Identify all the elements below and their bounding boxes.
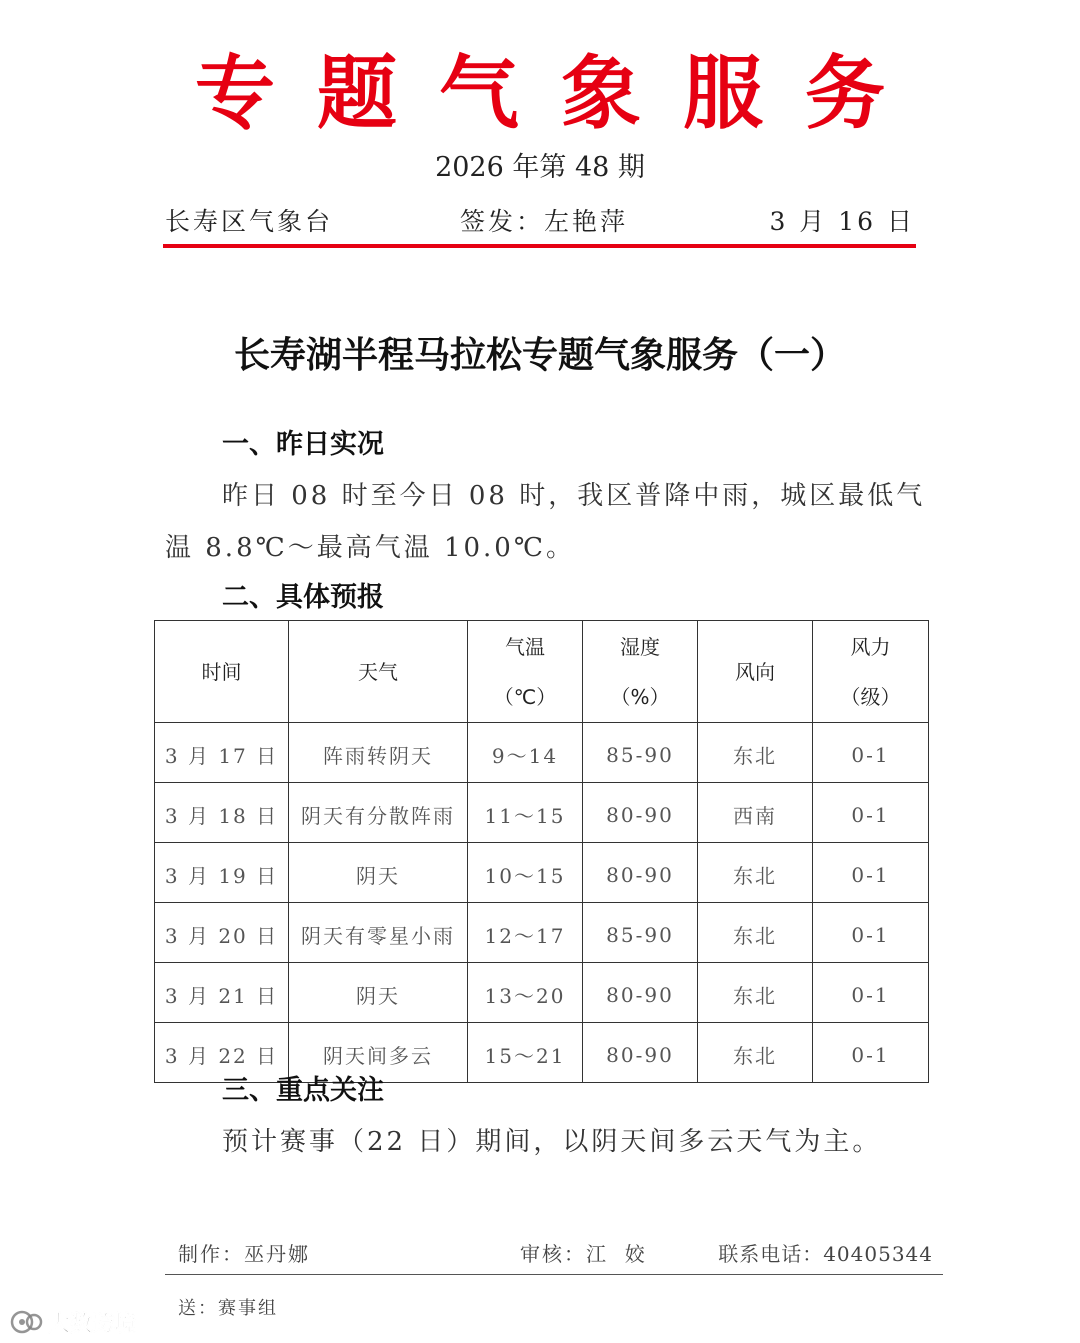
cell-wind-direction: 东北: [698, 843, 813, 903]
header-temperature-label: 气温: [505, 634, 545, 659]
header-red-rule: [163, 244, 916, 248]
header-humidity-label: 湿度: [620, 634, 660, 659]
header-humidity: [583, 621, 698, 723]
cell-weather: 阵雨转阴天: [289, 723, 468, 783]
table-row: [155, 963, 929, 1023]
issue-date: 3 月 16 日: [769, 207, 915, 236]
header-weather: 天气: [289, 621, 468, 723]
section-heading-forecast: 二、具体预报: [222, 582, 384, 613]
cell-humidity: 80-90: [583, 783, 698, 843]
header-wind-direction: 风向: [698, 621, 813, 723]
table-row: [155, 843, 929, 903]
issuing-organization: 长寿区气象台: [165, 207, 334, 236]
header-wind-force: [813, 621, 929, 723]
table-row: [155, 903, 929, 963]
cell-wind-direction: 东北: [698, 723, 813, 783]
cell-wind-direction: 东北: [698, 963, 813, 1023]
cell-date: 3 月 21 日: [155, 963, 289, 1023]
header-temperature: [468, 621, 583, 723]
cell-humidity: 85-90: [583, 723, 698, 783]
cell-temperature: 13～20: [468, 963, 583, 1023]
cell-humidity: 80-90: [583, 843, 698, 903]
cell-weather: 阴天: [289, 843, 468, 903]
cell-wind-force: 0-1: [813, 783, 929, 843]
cell-temperature: 11～15: [468, 783, 583, 843]
cell-date: 3 月 22 日: [155, 1023, 289, 1083]
document-title: 长寿湖半程马拉松专题气象服务（一）: [233, 335, 846, 376]
cell-wind-direction: 东北: [698, 1023, 813, 1083]
table-row: [155, 783, 929, 843]
brand-logo-icon: [10, 1309, 44, 1335]
table-row: [155, 723, 929, 783]
producer: 制作：巫丹娜: [178, 1242, 310, 1266]
cell-temperature: 10～15: [468, 843, 583, 903]
table-header-row: [155, 621, 929, 723]
section-heading-observation: 一、昨日实况: [222, 429, 384, 460]
cell-temperature: 15～21: [468, 1023, 583, 1083]
footer-rule: [165, 1274, 943, 1275]
forecast-table: [154, 620, 929, 1083]
cell-humidity: 80-90: [583, 963, 698, 1023]
cell-wind-direction: 东北: [698, 903, 813, 963]
cell-wind-force: 0-1: [813, 1023, 929, 1083]
header-humidity-unit: （%）: [610, 684, 670, 709]
cell-temperature: 12～17: [468, 903, 583, 963]
cell-weather: 阴天有零星小雨: [289, 903, 468, 963]
cell-humidity: 85-90: [583, 903, 698, 963]
cell-date: 3 月 17 日: [155, 723, 289, 783]
cell-weather: 阴天间多云: [289, 1023, 468, 1083]
cell-wind-force: 0-1: [813, 963, 929, 1023]
cell-wind-force: 0-1: [813, 903, 929, 963]
cell-humidity: 80-90: [583, 1023, 698, 1083]
footer-row: [178, 1236, 933, 1272]
header-wind-force-unit: （级）: [840, 684, 901, 709]
masthead-title: 专题气象服务: [195, 47, 927, 140]
recipient: 送：赛事组: [178, 1298, 278, 1319]
cell-date: 3 月 18 日: [155, 783, 289, 843]
cell-weather: 阴天有分散阵雨: [289, 783, 468, 843]
header-temperature-unit: （℃）: [493, 684, 557, 709]
signer: 签发：左艳萍: [460, 207, 629, 236]
issue-number: 2026 年第 48 期: [435, 152, 645, 183]
cell-weather: 阴天: [289, 963, 468, 1023]
cell-date: 3 月 19 日: [155, 843, 289, 903]
contact-phone: 联系电话：40405344: [718, 1242, 933, 1266]
header-meta-row: [165, 202, 915, 242]
cell-wind-force: 0-1: [813, 843, 929, 903]
header-wind-force-label: 风力: [850, 634, 891, 659]
observation-text-line-1: 昨日 08 时至今日 08 时，我区普降中雨，城区最低气: [222, 481, 926, 511]
observation-text-line-2: 温 8.8℃～最高气温 10.0℃。: [165, 533, 575, 563]
section-heading-focus: 三、重点关注: [222, 1075, 384, 1106]
header-time: 时间: [155, 621, 289, 723]
cell-temperature: 9～14: [468, 723, 583, 783]
watermark-text: 大数跨境: [48, 1311, 137, 1337]
focus-text: 预计赛事（22 日）期间，以阴天间多云天气为主。: [222, 1127, 882, 1157]
cell-wind-direction: 西南: [698, 783, 813, 843]
reviewer: 审核：江 姣: [520, 1242, 647, 1266]
watermark: [10, 1305, 136, 1339]
cell-date: 3 月 20 日: [155, 903, 289, 963]
cell-wind-force: 0-1: [813, 723, 929, 783]
